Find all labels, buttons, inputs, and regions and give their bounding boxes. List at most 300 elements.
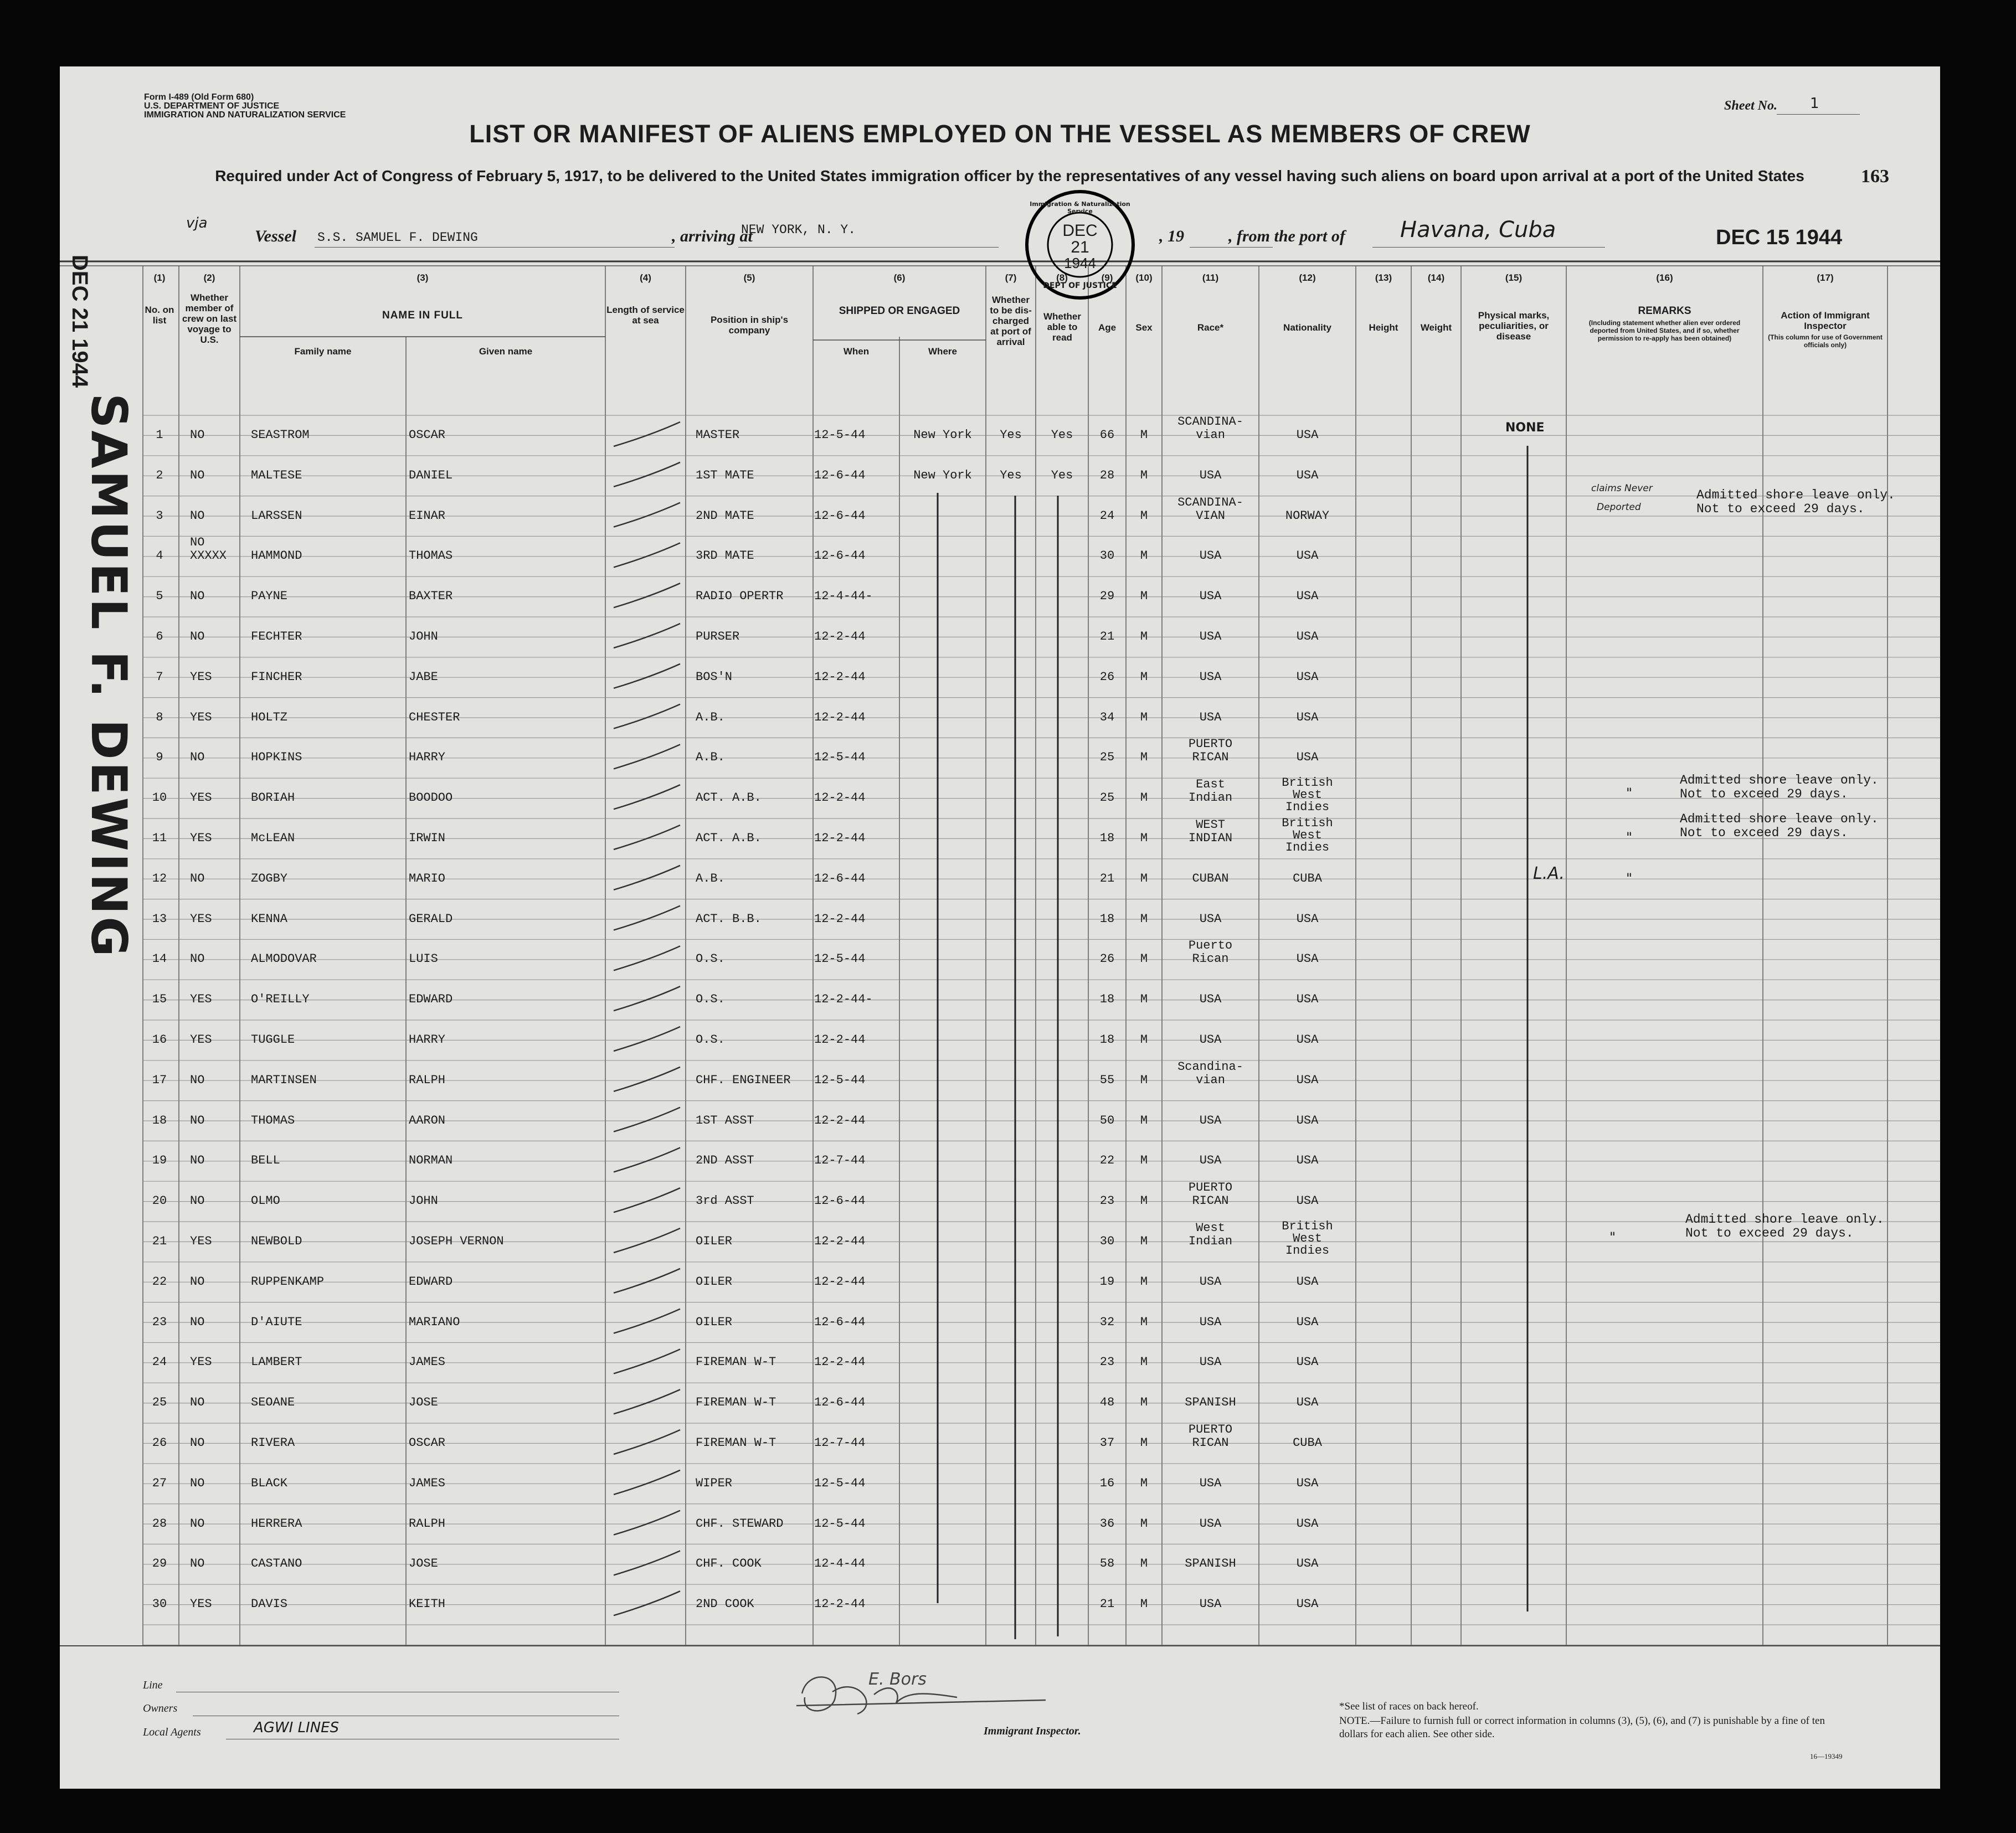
cell-position: CHF. ENGINEER	[696, 1073, 791, 1087]
cell-family: HERRERA	[251, 1516, 302, 1531]
table-row	[60, 939, 1940, 979]
col-num: (6)	[893, 272, 906, 283]
sheet-no-label: Sheet No.	[1724, 99, 1777, 113]
cell-age: 48	[1099, 1396, 1115, 1410]
cell-nationality: NORWAY	[1285, 508, 1330, 523]
cell-member: YES	[190, 710, 212, 724]
cell-where: New York	[913, 468, 972, 482]
cell-race: East Indian	[1188, 778, 1233, 805]
cell-family: HOLTZ	[251, 710, 288, 724]
cell-age: 66	[1099, 428, 1115, 442]
col-num: (5)	[743, 272, 755, 283]
cell-age: 55	[1099, 1073, 1115, 1087]
cell-position: OILER	[696, 1315, 733, 1329]
cell-given: THOMAS	[409, 549, 453, 563]
cell-no: 18	[152, 1113, 167, 1127]
table-row	[60, 1181, 1940, 1221]
cell-given: EDWARD	[409, 1274, 453, 1289]
col-header-length: Length of service at sea	[606, 305, 685, 326]
cell-sex: M	[1140, 1355, 1148, 1369]
vessel-value: S.S. SAMUEL F. DEWING	[317, 230, 478, 245]
table-row	[60, 496, 1940, 536]
admitted-note: Admitted shore leave only. Not to exceed 29 days.	[1696, 488, 1895, 516]
cell-age: 58	[1099, 1557, 1115, 1571]
page-title: LIST OR MANIFEST OF ALIENS EMPLOYED ON THE VESSEL AS MEMBERS OF CREW	[469, 120, 1531, 148]
cell-family: BLACK	[251, 1476, 288, 1490]
cell-nationality: USA	[1296, 1476, 1319, 1490]
cell-age: 19	[1099, 1274, 1115, 1289]
vessel-label: Vessel	[255, 227, 296, 245]
cell-given: EDWARD	[409, 992, 453, 1007]
cell-race: USA	[1199, 549, 1222, 563]
cell-position: A.B.	[696, 710, 725, 724]
cell-no: 19	[152, 1154, 167, 1168]
col-header-given: Given name	[479, 346, 533, 357]
cell-sex: M	[1140, 1113, 1148, 1127]
col-header-action: Action of Immigrant Inspector	[1781, 310, 1870, 331]
cell-race: USA	[1199, 1154, 1222, 1168]
col-header-where: Where	[928, 346, 957, 357]
cell-nationality: USA	[1296, 428, 1319, 442]
col-header-discharged: Whether to be dis-charged at port of arrival	[990, 295, 1032, 347]
col-num: (3)	[416, 272, 429, 283]
table-row	[60, 1020, 1940, 1060]
cell-position: O.S.	[696, 952, 725, 966]
table-row	[60, 1219, 1940, 1262]
inspector-signature: E. Bors	[868, 1670, 927, 1689]
table-row	[60, 657, 1940, 697]
arriving-label: , arriving at	[672, 227, 753, 245]
cell-position: 2ND MATE	[696, 508, 754, 523]
cell-nationality: USA	[1296, 1516, 1319, 1531]
cell-age: 26	[1099, 670, 1115, 684]
cell-member: NO	[190, 952, 205, 966]
cell-member: NO	[190, 1557, 205, 1571]
cell-age: 22	[1099, 1154, 1115, 1168]
table-row	[60, 1504, 1940, 1544]
cell-no: 5	[156, 589, 163, 604]
cell-when: 12-2-44	[814, 912, 866, 926]
cell-age: 25	[1099, 750, 1115, 765]
col-header-nationality: Nationality	[1283, 322, 1331, 333]
cell-given: AARON	[409, 1113, 446, 1127]
admitted-note: Admitted shore leave only. Not to exceed 29 days.	[1680, 773, 1879, 801]
cell-age: 24	[1099, 508, 1115, 523]
cell-when: 12-6-44	[814, 508, 866, 523]
col-header-action-sub: (This column for use of Government officials only)	[1768, 333, 1883, 349]
cell-position: 1ST ASST	[696, 1113, 754, 1127]
manifest-sheet	[60, 66, 1940, 1789]
cell-family: RUPPENKAMP	[251, 1274, 325, 1289]
cell-family: McLEAN	[251, 831, 295, 845]
cell-given: OSCAR	[409, 1436, 446, 1450]
cell-age: 25	[1099, 791, 1115, 805]
cell-nationality: USA	[1296, 1113, 1319, 1127]
col-header-shipped: SHIPPED OR ENGAGED	[839, 305, 960, 317]
col-header-member: Whether member of crew on last voyage to U.S.	[182, 292, 237, 345]
date-stamp: DEC 15 1944	[1716, 226, 1843, 249]
hw-deported: Deported	[1597, 502, 1641, 513]
cell-when: 12-5-44	[814, 1073, 866, 1087]
cell-age: 36	[1099, 1516, 1115, 1531]
cell-race: SPANISH	[1185, 1396, 1236, 1410]
cell-sex: M	[1140, 912, 1148, 926]
cell-nationality: USA	[1296, 750, 1319, 765]
table-row	[60, 818, 1940, 858]
cell-nationality: USA	[1296, 1274, 1319, 1289]
cell-given: CHESTER	[409, 710, 460, 724]
col-num: (14)	[1427, 272, 1445, 283]
table-row	[60, 1302, 1940, 1342]
cell-sex: M	[1140, 952, 1148, 966]
hw-claims: claims Never	[1591, 483, 1653, 494]
cell-given: JAMES	[409, 1355, 446, 1369]
cell-given: RALPH	[409, 1073, 446, 1087]
page-number: 163	[1861, 166, 1889, 187]
cell-given: EINAR	[409, 508, 446, 523]
from-port-value: Havana, Cuba	[1400, 217, 1556, 243]
side-date-stamp: DEC 21 1944	[68, 255, 92, 388]
cell-member: YES	[190, 1033, 212, 1047]
cell-race: USA	[1199, 1113, 1222, 1127]
cell-position: ACT. B.B.	[696, 912, 762, 926]
cell-age: 34	[1099, 710, 1115, 724]
col-header-remarks: REMARKS	[1638, 305, 1691, 317]
col-num: (8)	[1056, 272, 1068, 283]
cell-given: DANIEL	[409, 468, 453, 482]
cell-sex: M	[1140, 468, 1148, 482]
cell-given: HARRY	[409, 750, 446, 765]
cell-given: BAXTER	[409, 589, 453, 604]
cell-position: RADIO OPERTR	[696, 589, 784, 604]
cell-no: 27	[152, 1476, 167, 1490]
cell-when: 12-2-44	[814, 1033, 866, 1047]
col-num: (1)	[153, 272, 166, 283]
cell-no: 2	[156, 468, 163, 482]
margin-mark: vja	[186, 215, 208, 231]
cell-member: NO	[190, 1396, 205, 1410]
cell-family: ALMODOVAR	[251, 952, 317, 966]
cell-given: JAMES	[409, 1476, 446, 1490]
cell-given: JABE	[409, 670, 438, 684]
cell-age: 16	[1099, 1476, 1115, 1490]
cell-member: NO	[190, 1113, 205, 1127]
table-row	[60, 1584, 1940, 1624]
table-row	[60, 698, 1940, 738]
hw-ditto: "	[1626, 785, 1633, 801]
cell-age: 50	[1099, 1113, 1115, 1127]
cell-sex: M	[1140, 1557, 1148, 1571]
admitted-note: Admitted shore leave only. Not to exceed 29 days.	[1685, 1212, 1884, 1240]
cell-nationality: USA	[1296, 1073, 1319, 1087]
cell-read: Yes	[1051, 428, 1073, 442]
cell-race: Puerto Rican	[1188, 939, 1233, 966]
col-num: (17)	[1817, 272, 1834, 283]
cell-member: NO	[190, 428, 205, 442]
cell-when: 12-2-44	[814, 1355, 866, 1369]
table-row	[60, 1423, 1940, 1463]
cell-race: West Indian	[1188, 1221, 1233, 1248]
table-row	[60, 980, 1940, 1020]
cell-sex: M	[1140, 1516, 1148, 1531]
col-header-family: Family name	[294, 346, 352, 357]
cell-race: WEST INDIAN	[1188, 818, 1233, 845]
cell-no: 3	[156, 508, 163, 523]
cell-when: 12-5-44	[814, 750, 866, 765]
table-row	[60, 617, 1940, 657]
cell-no: 17	[152, 1073, 167, 1087]
cell-position: MASTER	[696, 428, 740, 442]
cell-sex: M	[1140, 791, 1148, 805]
cell-no: 29	[152, 1557, 167, 1571]
cell-nationality: USA	[1296, 952, 1319, 966]
cell-nationality: USA	[1296, 992, 1319, 1007]
cell-race: SCANDINA- vian	[1177, 415, 1243, 442]
footer-agents-label: Local Agents	[143, 1726, 201, 1738]
cell-no: 26	[152, 1436, 167, 1450]
cell-no: 10	[152, 791, 167, 805]
cell-when: 12-6-44	[814, 871, 866, 885]
hw-ditto: "	[1609, 1229, 1616, 1245]
cell-sex: M	[1140, 1033, 1148, 1047]
from-port-label: , from the port of	[1228, 227, 1345, 245]
cell-member: NO	[190, 871, 205, 885]
cell-member: NO	[190, 1315, 205, 1329]
cell-race: USA	[1199, 1315, 1222, 1329]
cell-race: USA	[1199, 1597, 1222, 1611]
cell-age: 29	[1099, 589, 1115, 604]
cell-when: 12-6-44	[814, 549, 866, 563]
cell-given: NORMAN	[409, 1154, 453, 1168]
cell-when: 12-2-44	[814, 831, 866, 845]
cell-discharged: Yes	[1000, 428, 1022, 442]
table-row	[60, 1101, 1940, 1141]
cell-position: CHF. COOK	[696, 1557, 762, 1571]
cell-family: LARSSEN	[251, 508, 302, 523]
cell-nationality: British West Indies	[1282, 1219, 1333, 1258]
cell-member: NO	[190, 589, 205, 604]
cell-position: PURSER	[696, 630, 740, 643]
cell-age: 21	[1099, 871, 1115, 885]
cell-position: CHF. STEWARD	[696, 1516, 784, 1531]
cell-sex: M	[1140, 831, 1148, 845]
cell-member: NO	[190, 1194, 205, 1208]
cell-no: 4	[156, 549, 163, 563]
cell-position: A.B.	[696, 871, 725, 885]
col-num: (4)	[640, 272, 651, 283]
cell-sex: M	[1140, 1476, 1148, 1490]
col-header-weight: Weight	[1420, 322, 1452, 333]
cell-member: NO	[190, 1436, 205, 1450]
table-row	[60, 1464, 1940, 1504]
cell-family: HAMMOND	[251, 549, 302, 563]
cell-member: YES	[190, 992, 212, 1007]
cell-family: O'REILLY	[251, 992, 310, 1007]
table-row	[60, 899, 1940, 939]
cell-nationality: USA	[1296, 1154, 1319, 1168]
cell-member: YES	[190, 1355, 212, 1369]
cell-no: 20	[152, 1194, 167, 1208]
cell-race: PUERTO RICAN	[1188, 1423, 1233, 1450]
cell-position: 3RD MATE	[696, 549, 754, 563]
col-header-age: Age	[1098, 322, 1117, 333]
cell-given: JOHN	[409, 630, 438, 643]
stamp-bottom: DEPT OF JUSTICE	[1043, 281, 1117, 290]
cell-position: BOS'N	[696, 670, 733, 684]
cell-family: FECHTER	[251, 630, 302, 643]
cell-race: USA	[1199, 1274, 1222, 1289]
col-header-position: Position in ship's company	[710, 315, 789, 336]
cell-when: 12-4-44	[814, 1557, 866, 1571]
cell-member: NO	[190, 630, 205, 643]
cell-sex: M	[1140, 549, 1148, 563]
cell-given: GERALD	[409, 912, 453, 926]
cell-nationality: USA	[1296, 1597, 1319, 1611]
cell-race: USA	[1199, 710, 1222, 724]
cell-no: 1	[156, 428, 163, 442]
cell-race: SCANDINA- VIAN	[1177, 495, 1243, 523]
cell-position: ACT. A.B.	[696, 791, 762, 805]
stamp-day: 21	[1071, 238, 1089, 256]
year-label: , 19	[1159, 227, 1184, 245]
cell-age: 28	[1099, 468, 1115, 482]
form-number: Form I-489 (Old Form 680) U.S. DEPARTMENT OF JUSTICE IMMIGRATION AND NATURALIZATION SERVICE	[144, 92, 346, 120]
cell-when: 12-6-44	[814, 1396, 866, 1410]
table-row	[60, 576, 1940, 616]
cell-given: HARRY	[409, 1033, 446, 1047]
cell-family: CASTANO	[251, 1557, 302, 1571]
cell-given: RALPH	[409, 1516, 446, 1531]
immigration-stamp	[1025, 189, 1135, 300]
cell-when: 12-5-44	[814, 1476, 866, 1490]
cell-when: 12-6-44	[814, 1194, 866, 1208]
cell-member: YES	[190, 670, 212, 684]
col-header-remarks-sub: (Including statement whether alien ever ordered deported from United States, and if so, whether permission to re-apply has been obtained)	[1588, 319, 1741, 342]
cell-when: 12-2-44	[814, 630, 866, 643]
cell-age: 30	[1099, 549, 1115, 563]
cell-no: 21	[152, 1234, 167, 1248]
cell-when: 12-5-44	[814, 1516, 866, 1531]
cell-given: LUIS	[409, 952, 438, 966]
table-row	[60, 536, 1940, 576]
cell-member: NO XXXXX	[190, 536, 227, 563]
hw-ditto: "	[1626, 830, 1633, 845]
cell-sex: M	[1140, 508, 1148, 523]
cell-when: 12-2-44	[814, 1234, 866, 1248]
cell-when: 12-5-44	[814, 428, 866, 442]
cell-sex: M	[1140, 1234, 1148, 1248]
cell-where: New York	[913, 428, 972, 442]
cell-nationality: USA	[1296, 1033, 1319, 1047]
cell-family: DAVIS	[251, 1597, 288, 1611]
cell-nationality: USA	[1296, 710, 1319, 724]
cell-sex: M	[1140, 1073, 1148, 1087]
cell-family: BORIAH	[251, 791, 295, 805]
cell-given: BOODOO	[409, 791, 453, 805]
cell-age: 23	[1099, 1355, 1115, 1369]
cell-family: THOMAS	[251, 1113, 295, 1127]
stamp-month: DEC	[1062, 222, 1098, 240]
cell-discharged: Yes	[1000, 468, 1022, 482]
cell-race: USA	[1199, 1355, 1222, 1369]
cell-member: YES	[190, 1234, 212, 1248]
cell-nationality: USA	[1296, 589, 1319, 604]
cell-given: JOSE	[409, 1396, 438, 1410]
cell-race: USA	[1199, 1516, 1222, 1531]
cell-given: MARIO	[409, 871, 446, 885]
cell-no: 23	[152, 1315, 167, 1329]
cell-nationality: British West Indies	[1282, 776, 1333, 815]
cell-age: 23	[1099, 1194, 1115, 1208]
cell-no: 6	[156, 630, 163, 643]
cell-member: NO	[190, 1516, 205, 1531]
cell-when: 12-6-44	[814, 468, 866, 482]
stamp-top: Immigration & Naturalization Service	[1030, 200, 1130, 215]
cell-age: 18	[1099, 992, 1115, 1007]
cell-no: 30	[152, 1597, 167, 1611]
col-num: (11)	[1202, 272, 1219, 283]
cell-member: NO	[190, 1274, 205, 1289]
cell-member: YES	[190, 791, 212, 805]
cell-family: D'AIUTE	[251, 1315, 302, 1329]
table-row	[60, 1342, 1940, 1382]
cell-nationality: USA	[1296, 1194, 1319, 1208]
cell-no: 16	[152, 1033, 167, 1047]
cell-given: MARIANO	[409, 1315, 460, 1329]
col-header-no: No. on list	[145, 305, 174, 326]
cell-race: CUBAN	[1192, 871, 1229, 885]
cell-position: WIPER	[696, 1476, 733, 1490]
hw-none: NONE	[1505, 421, 1545, 435]
cell-sex: M	[1140, 1154, 1148, 1168]
cell-given: KEITH	[409, 1597, 446, 1611]
table-row	[60, 1544, 1940, 1584]
cell-position: O.S.	[696, 992, 725, 1007]
cell-sex: M	[1140, 710, 1148, 724]
cell-family: OLMO	[251, 1194, 280, 1208]
footer-line-label: Line	[143, 1679, 163, 1691]
cell-member: NO	[190, 1154, 205, 1168]
cell-when: 12-4-44-	[814, 589, 873, 604]
cell-no: 12	[152, 871, 167, 885]
cell-family: LAMBERT	[251, 1355, 302, 1369]
cell-member: YES	[190, 831, 212, 845]
cell-when: 12-2-44	[814, 710, 866, 724]
cell-age: 26	[1099, 952, 1115, 966]
footer-agents-value: AGWI LINES	[254, 1719, 340, 1736]
footer-inspector-label: Immigrant Inspector.	[984, 1725, 1081, 1737]
cell-age: 32	[1099, 1315, 1115, 1329]
table-row	[60, 1383, 1940, 1423]
cell-race: USA	[1199, 670, 1222, 684]
cell-member: NO	[190, 468, 205, 482]
cell-nationality: USA	[1296, 1315, 1319, 1329]
cell-member: NO	[190, 508, 205, 523]
cell-member: YES	[190, 912, 212, 926]
sheet-no-value: 1	[1810, 95, 1819, 112]
footer-penalty-note: NOTE.—Failure to furnish full or correct information in columns (3), (5), (6), and (7) is punishable by a fine of ten dollars for each alien. See other side.	[1339, 1715, 1825, 1740]
cell-no: 22	[152, 1274, 167, 1289]
col-header-race: Race*	[1197, 322, 1224, 333]
cell-nationality: USA	[1296, 1396, 1319, 1410]
table-row	[60, 1262, 1940, 1302]
cell-age: 30	[1099, 1234, 1115, 1248]
col-num: (12)	[1299, 272, 1316, 283]
cell-when: 12-2-44	[814, 1274, 866, 1289]
col-header-sex: Sex	[1135, 322, 1153, 333]
cell-sex: M	[1140, 1597, 1148, 1611]
cell-sex: M	[1140, 1396, 1148, 1410]
